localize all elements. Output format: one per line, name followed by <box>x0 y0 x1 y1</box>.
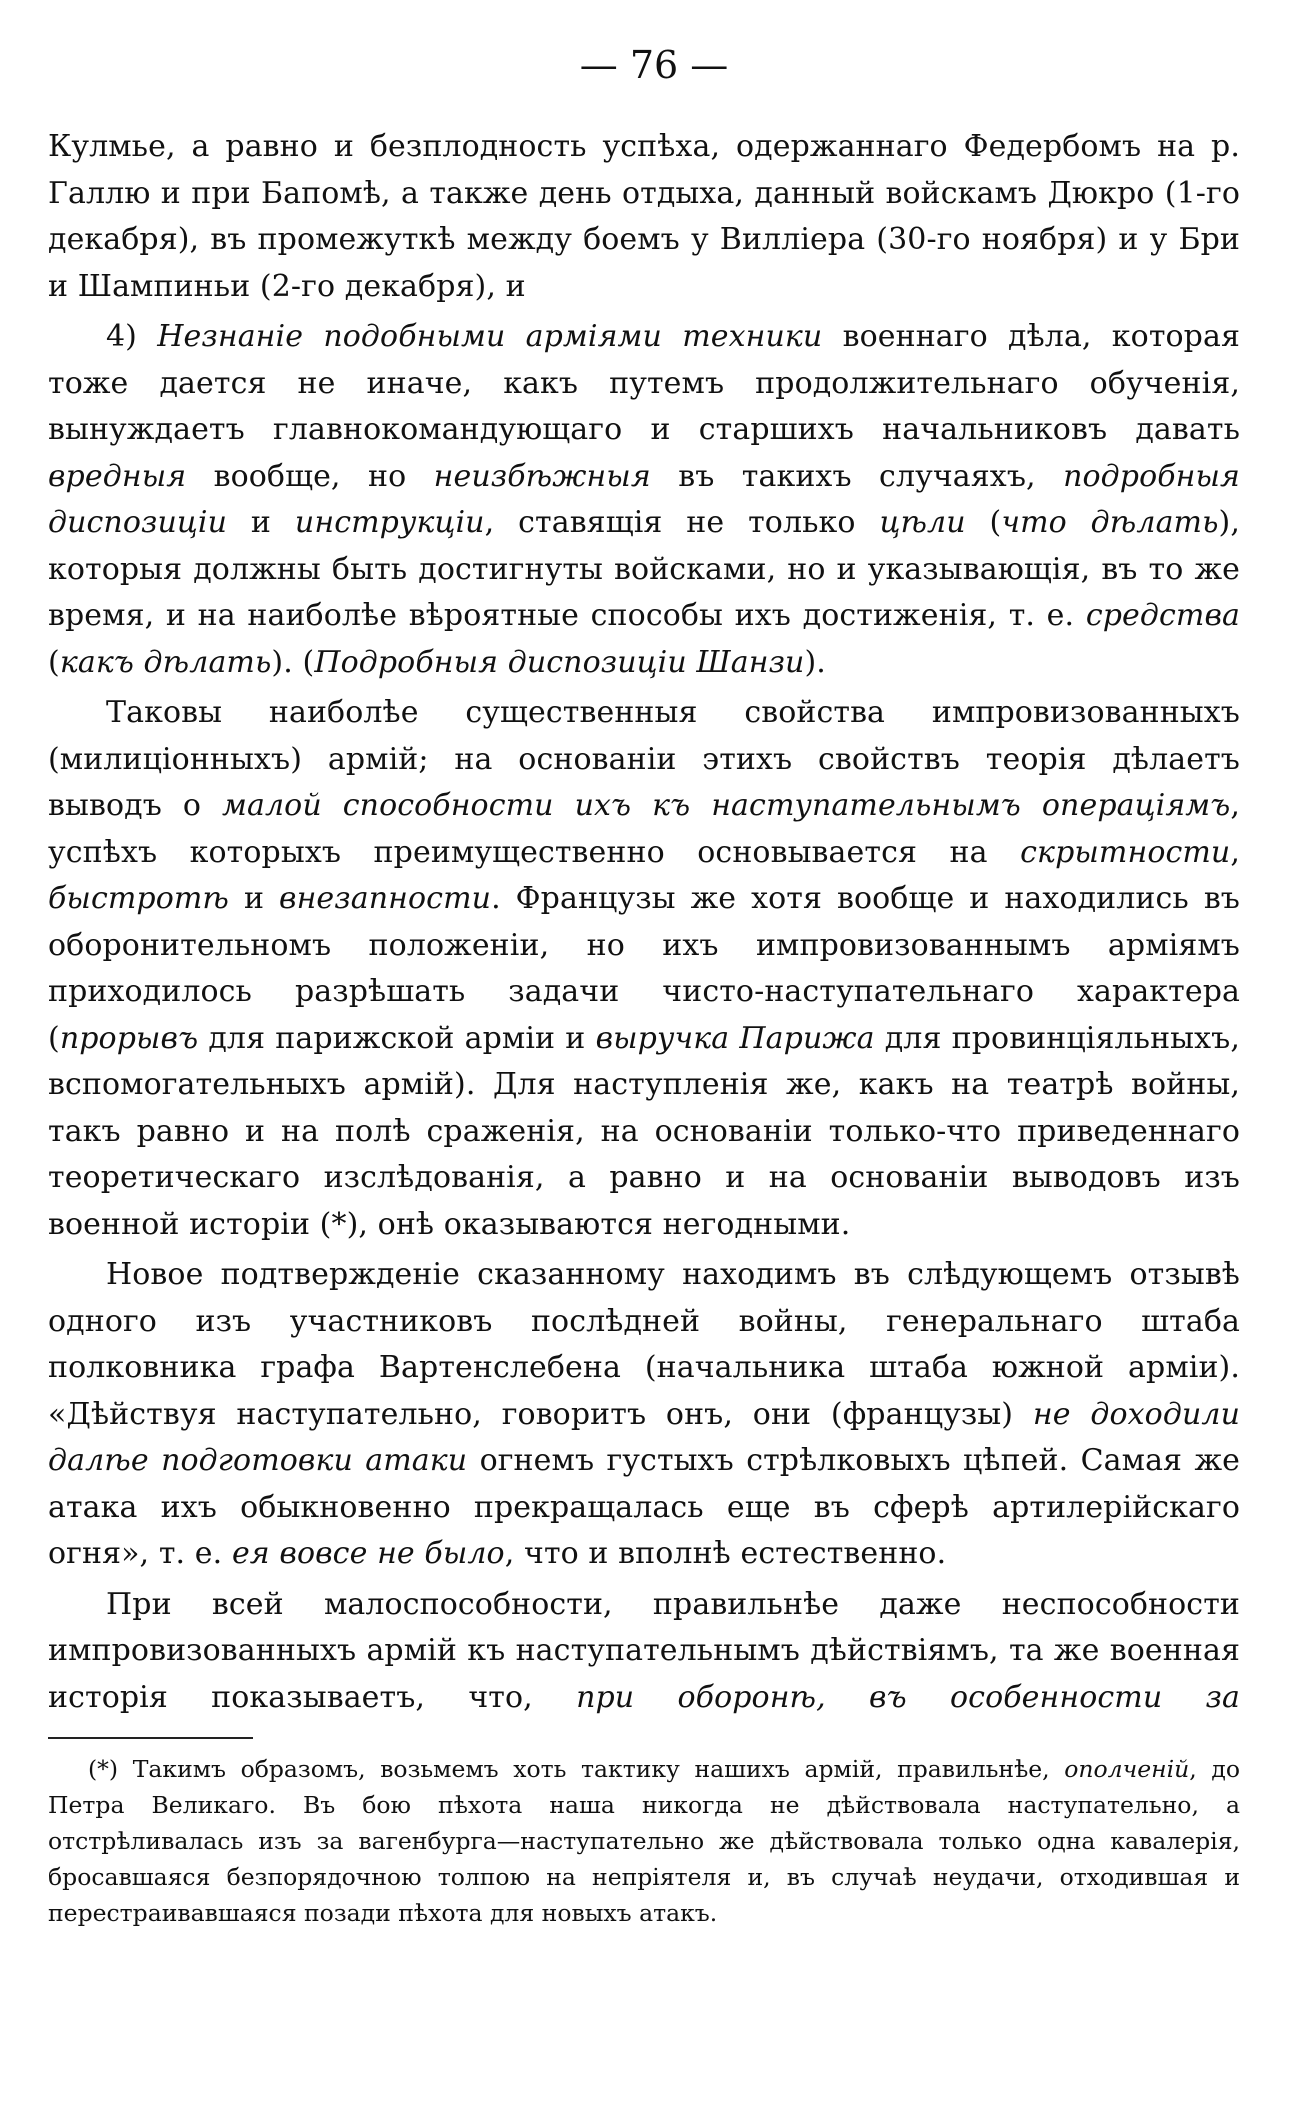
paragraph-2-run-0: 4) <box>106 319 158 354</box>
paragraph-3-run-3: скрытности <box>1020 834 1231 870</box>
paragraph-2-run-16: ( <box>48 644 60 680</box>
paragraph-4 <box>48 1252 1240 1578</box>
paragraph-3-run-0: Таковы наиболѣе существенныя свойства импровизованныхъ (милиціонныхъ) армій; на основаніи этихъ свойствъ теорія дѣлаетъ выводъ о <box>48 695 1240 823</box>
paragraph-5-run-1: при оборонѣ, въ особенности за <box>576 1679 1240 1715</box>
paragraph-3-run-5: быстротѣ <box>48 881 229 916</box>
footnote-run-0: (*) Такимъ образомъ, возьмемъ хоть тактику нашихъ армій, правильнѣе, <box>88 1755 1065 1783</box>
paragraph-2-run-13: что дѣлать <box>1001 505 1219 540</box>
footnote-run-2: , до Петра Великаго. Въ бою пѣхота наша никогда не дѣйствовала наступательно, а отстрѣливалась изъ за вагенбурга—наступательно же дѣйствовала только одна кавалерія, бросавшаяся безпорядочною толпою на непріятеля и, въ случаѣ неудачи, отходившая и перестраивавшаяся позади пѣхота для новыхъ атакъ. <box>48 1755 1240 1927</box>
paragraph-2-run-11: цѣли <box>879 505 966 540</box>
paragraph-2-run-1: Незнаніе подобными арміями техники <box>157 319 823 354</box>
footnote <box>48 1751 1240 1931</box>
paragraph-2-run-12: ( <box>965 505 1002 540</box>
paragraph-3-run-7: внезапности <box>279 881 492 916</box>
paragraph-3-run-12: для провинціяльныхъ, вспомогательныхъ армій). Для наступленія же, какъ на театрѣ войны, такъ равно и на полѣ сраженія, на основаніи только-что приведеннаго теоретическаго изслѣдованія, а равно и на основаніи выводовъ изъ военной исторіи (*), онѣ оказываются негодными. <box>48 1020 1240 1242</box>
paragraph-2-run-4: вообще, но <box>186 458 434 494</box>
paragraph-2-run-9: инструкціи <box>294 505 485 540</box>
paragraph-2-run-3: вредныя <box>48 458 187 494</box>
paragraph-4-run-3: ея вовсе не было <box>231 1536 505 1571</box>
paragraph-2-run-5: неизбѣжныя <box>433 458 651 494</box>
paragraph-2-run-20: ). <box>804 644 826 680</box>
paragraph-2-run-14: ), которыя должны быть достигнуты войсками, но и указывающія, въ то же время, и на наиболѣе вѣроятные способы ихъ достиженія, т. е. <box>48 505 1240 633</box>
paragraph-2-run-18: ). ( <box>271 644 315 680</box>
paragraph-4-run-1: не доходили далѣе подготовки атаки <box>48 1396 1240 1478</box>
paragraph-1 <box>48 124 1240 310</box>
paragraph-2 <box>48 314 1240 686</box>
paragraph-3-run-8: . Французы же хотя вообще и находились въ оборонительномъ положеніи, но ихъ импровизованнымъ арміямъ приходилось разрѣшать задачи чисто-наступательнаго характера ( <box>48 881 1240 1056</box>
footnote-text <box>48 1751 1240 1931</box>
paragraph-3-run-9: прорывъ <box>59 1020 199 1056</box>
paragraph-5-run-0: При всей малоспособности, правильнѣе даже неспособности импровизованныхъ армій къ наступательнымъ дѣйствіямъ, та же военная исторія показываетъ, что, <box>48 1586 1240 1715</box>
footnote-divider <box>48 1737 253 1739</box>
paragraph-3-run-4: , <box>1230 834 1240 870</box>
paragraph-2-run-19: Подробныя диспозиціи Шанзи <box>314 644 805 680</box>
paragraph-2-run-7: подробныя диспозиціи <box>48 458 1240 540</box>
paragraph-4-run-4: , что и вполнѣ естественно. <box>504 1536 947 1571</box>
paragraph-2-run-8: и <box>227 505 295 540</box>
paragraph-5 <box>48 1582 1240 1722</box>
paragraph-3-run-6: и <box>228 881 280 916</box>
paragraph-3-run-11: выручка Парижа <box>595 1020 875 1056</box>
page-number: — 76 — <box>579 43 729 87</box>
paragraph-1-run-0: Кулмье, а равно и безплодность успѣха, одержаннаго Федербомъ на р. Галлю и при Бапомѣ, а также день отдыха, данный войскамъ Дюкро (1-го декабря), въ промежуткѣ между боемъ у Вилліера (30-го ноября) и у Бри и Шампиньи (2-го декабря), и <box>48 129 1240 304</box>
paragraph-2-run-15: средства <box>1085 598 1240 633</box>
paragraph-2-run-6: въ такихъ случаяхъ, <box>650 458 1064 494</box>
paragraph-3-run-1: малой способности ихъ къ наступательнымъ операціямъ <box>222 788 1231 823</box>
paragraph-2-run-10: , ставящія не только <box>484 505 880 540</box>
paragraph-3 <box>48 690 1240 1248</box>
paragraph-2-run-17: какъ дѣлать <box>59 644 272 680</box>
paragraph-4-run-0: Новое подтвержденіе сказанному находимъ въ слѣдующемъ отзывѣ одного изъ участниковъ послѣдней войны, генеральнаго штаба полковника графа Вартенслебена (начальника штаба южной арміи). «Дѣйствуя наступательно, говоритъ онъ, они (французы) <box>48 1257 1240 1432</box>
paragraph-3-run-10: для парижской арміи и <box>198 1020 596 1056</box>
paragraph-3-run-2: , успѣхъ которыхъ преимущественно основывается на <box>48 788 1241 870</box>
paragraph-4-run-2: огнемъ густыхъ стрѣлковыхъ цѣпей. Самая же атака ихъ обыкновенно прекращалась еще въ сферѣ артилерійскаго огня», т. е. <box>48 1443 1240 1571</box>
main-text <box>48 124 1240 1721</box>
footnote-run-1: ополченій <box>1064 1755 1190 1783</box>
paragraph-2-run-2: военнаго дѣла, которая тоже дается не иначе, какъ путемъ продолжительнаго обученія, вынуждаетъ главнокомандующаго и старшихъ начальниковъ давать <box>48 319 1240 447</box>
